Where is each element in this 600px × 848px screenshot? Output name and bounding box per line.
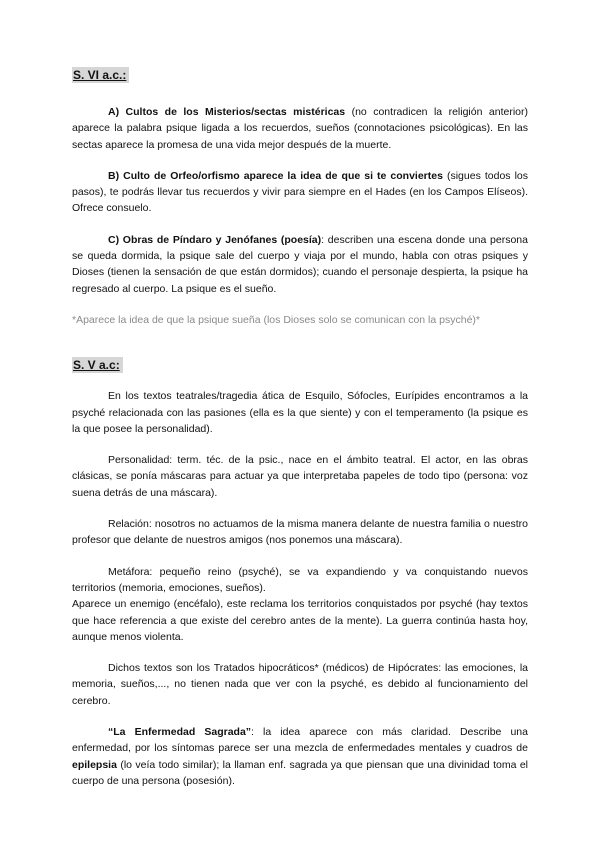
paragraph-orfismo: [72, 168, 528, 217]
paragraph-relacion: Relación: nosotros no actuamos de la misma manera delante de nuestra familia o nuestro profesor que delante de nuestros amigos (nos ponemos una máscara).: [72, 518, 528, 547]
paragraph-enemigo: Aparece un enemigo (encéfalo), este reclama los territorios conquistados por psyché (hay textos que hace referencia a que existe del cerebro antes de la mente). La guerra continúa hasta hoy, aunque menos violenta.: [72, 598, 528, 643]
paragraph-textos-teatrales: En los textos teatrales/tragedia ática de Esquilo, Sófocles, Eurípides encontramos a la psyché relacionada con las pasiones (ella es la que siente) y con el temperamento (la psique es la que posee la personalidad).: [72, 390, 528, 435]
paragraph-bold-lead: “La Enfermedad Sagrada”: [108, 726, 252, 739]
paragraph-bold-lead: B) Culto de Orfeo/orfismo aparece la idea de que si te conviertes: [108, 169, 443, 182]
paragraph-text: (no contradicen la religión anterior) aparece la palabra psique ligada a los recuerdos, sueños (connotaciones psicológicas). En las sectas aparece la promesa de una vida mejor después de la muerte.: [72, 106, 528, 151]
section-heading-s6: S. VI a.c.:: [72, 67, 129, 83]
paragraph-text: : describen una escena donde una persona se queda dormida, la psique sale del cuerpo y viaja por el mundo, habla con otras psiques y Dioses (tienen la sensación de que están dormidos); cuando el personaje despierta, la psique ha regresado al cuerpo. La psique es el sueño.: [72, 233, 528, 295]
section-heading-s5: S. V a.c:: [72, 357, 123, 373]
paragraph-personalidad: Personalidad: term. téc. de la psic., nace en el ámbito teatral. El actor, en las obras clásicas, se ponía máscaras para actuar ya que interpretaba papeles de todo tipo (persona: voz suena detrás de una máscara).: [72, 454, 528, 499]
paragraph-bold-lead: C) Obras de Píndaro y Jenófanes (poesía): [108, 233, 322, 246]
paragraph-text: (sigues todos los pasos), te podrás llevar tus recuerdos y vivir para siempre en el Hades (en los Campos Elíseos). Ofrece consuelo.: [72, 169, 528, 215]
paragraph-enfermedad-sagrada: [72, 724, 528, 789]
note-psique-suena: *Aparece la idea de que la psique sueña (los Dioses solo se comunican con la psyché)*: [72, 313, 480, 326]
paragraph-metafora: Metáfora: pequeño reino (psyché), se va expandiendo y va conquistando nuevos territorios (memoria, emociones, sueños).: [72, 565, 528, 594]
paragraph-bold-term: epilepsia: [72, 758, 117, 771]
paragraph-text: : la idea aparece con más claridad. Describe una enfermedad, por los síntomas parece ser una mezcla de enfermedades mentales y cuadros de: [72, 726, 528, 755]
paragraph-cultos-misterios: [72, 104, 528, 153]
document-page: [72, 66, 528, 789]
paragraph-tratados-hipocraticos: Dichos textos son los Tratados hipocráticos* (médicos) de Hipócrates: las emociones, la memoria, sueños,..., no tienen nada que ver con la psyché, es debido al funcionamiento del cerebro.: [72, 662, 528, 707]
paragraph-pindaro: [72, 232, 528, 297]
paragraph-text: (lo veía todo similar); la llaman enf. sagrada ya que piensan que una divinidad toma el cuerpo de una persona (posesión).: [72, 758, 528, 787]
paragraph-bold-lead: A) Cultos de los Misterios/sectas mistéricas: [108, 106, 346, 118]
